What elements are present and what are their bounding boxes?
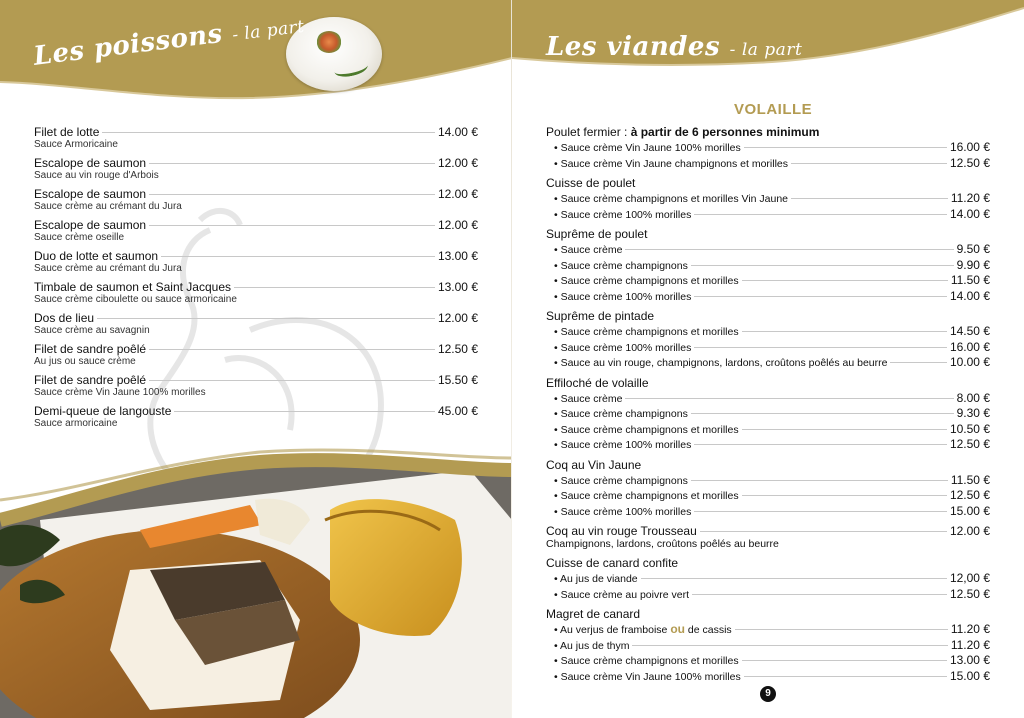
dish-option-price: 14.00 € <box>949 206 990 221</box>
dot-leader <box>742 495 947 496</box>
dot-leader <box>97 318 435 319</box>
dot-leader <box>102 132 435 133</box>
dot-leader <box>744 676 947 677</box>
dish-option <box>546 422 990 438</box>
dot-leader <box>149 163 435 164</box>
fish-item-price: 12.50 € <box>437 342 478 356</box>
fish-item-price: 12.00 € <box>437 156 478 170</box>
dish-option-label: • Sauce crème champignons <box>554 259 688 272</box>
dish-option-price: 11.20 € <box>950 191 990 205</box>
dot-leader <box>694 444 947 445</box>
fish-item <box>34 125 478 156</box>
dish-option-label-end: de cassis <box>685 624 732 636</box>
dish-group-header <box>546 176 990 191</box>
fish-item-row <box>34 404 478 418</box>
fish-item-row <box>34 342 478 356</box>
fish-title-text: Les poissons <box>32 18 225 72</box>
dot-leader <box>735 629 948 630</box>
fish-item <box>34 311 478 342</box>
dish-group-note: à partir de 6 personnes minimum <box>630 125 820 139</box>
dot-leader <box>149 349 435 350</box>
fish-item-description: Sauce crème au crémant du Jura <box>34 263 182 274</box>
dish-option-price: 11.50 € <box>950 472 990 487</box>
dish-option-price: 16.00 € <box>949 140 990 154</box>
dot-leader <box>234 287 435 288</box>
fish-item-description: Sauce au vin rouge d'Arbois <box>34 170 159 181</box>
dish-option <box>546 242 990 258</box>
dish-option-price: 12,00 € <box>949 571 990 585</box>
dish-option-label: • Sauce crème au poivre vert <box>554 588 689 601</box>
dish-option-price: 12.50 € <box>949 437 990 451</box>
fish-item-name: Filet de lotte <box>34 125 100 139</box>
dish-group-header <box>546 125 990 140</box>
fish-item <box>34 373 478 404</box>
dot-leader <box>694 347 947 348</box>
dish-group-header <box>546 376 990 391</box>
dish-option-label: • Sauce crème 100% morilles <box>554 341 692 354</box>
fish-item-price: 15.50 € <box>437 373 478 387</box>
dish-option <box>546 140 990 156</box>
fish-title-sub: - la part <box>231 16 306 46</box>
dish-option <box>546 406 990 422</box>
dish-group-title: Coq au Vin Jaune <box>546 457 642 472</box>
fish-item-row <box>34 311 478 325</box>
dish-group-title: Poulet fermier : <box>546 125 631 139</box>
dot-leader <box>691 480 948 481</box>
fish-item-name: Escalope de saumon <box>34 187 147 201</box>
dot-leader <box>694 214 947 215</box>
fish-item-description: Sauce Armoricaine <box>34 139 118 150</box>
dish-group <box>546 556 990 602</box>
dish-option-label: • Sauce crème champignons <box>554 408 688 420</box>
dish-group-header <box>546 458 990 473</box>
meat-menu-list <box>546 125 990 689</box>
dish-option-price: 8.00 € <box>956 390 990 405</box>
dish-option-price: 16.00 € <box>949 339 990 354</box>
dish-option-label: • Sauce crème 100% morilles <box>554 290 692 303</box>
dish-option <box>546 638 990 654</box>
fish-item-price: 13.00 € <box>437 249 478 263</box>
dish-option-label: • Sauce crème champignons et morilles <box>554 275 739 287</box>
dish-group-title: Effiloché de volaille <box>546 375 649 390</box>
dish-option-label-highlight: ou <box>670 622 685 636</box>
dish-group-header <box>546 607 990 622</box>
dish-option-price: 9.90 € <box>956 257 990 272</box>
dish-group-header <box>546 227 990 242</box>
dish-group-header <box>546 309 990 324</box>
category-title: VOLAILLE <box>734 101 813 118</box>
dish-option <box>546 324 990 340</box>
dish-option <box>546 191 990 207</box>
dish-option-price: 12.50 € <box>949 586 990 601</box>
dot-leader <box>742 429 947 430</box>
dish-option-label: • Sauce crème champignons et morilles <box>554 423 739 436</box>
dot-leader <box>694 511 947 512</box>
dish-group-title: Cuisse de canard confite <box>546 556 679 570</box>
dish-option-price: 12.50 € <box>949 155 990 170</box>
dish-option <box>546 473 990 489</box>
dish-option-label: • Sauce crème champignons et morilles Vin Jaune <box>554 193 789 205</box>
fish-item-row <box>34 249 478 263</box>
fish-item <box>34 342 478 373</box>
dish-group-title: Suprême de poulet <box>546 227 648 241</box>
dish-group <box>546 458 990 520</box>
dish-option-price: 13.00 € <box>949 653 990 667</box>
fish-item <box>34 156 478 187</box>
fish-item-row <box>34 218 478 232</box>
dot-leader <box>791 163 947 164</box>
dot-leader <box>700 531 947 532</box>
dish-option-label: • Au jus de viande <box>554 573 638 585</box>
fish-item-name: Filet de sandre poêlé <box>34 373 147 387</box>
dish-option <box>546 156 990 172</box>
dish-option-label: • Sauce crème Vin Jaune 100% morilles <box>554 142 741 154</box>
dish-group-title: Cuisse de poulet <box>546 176 636 190</box>
dot-leader <box>641 578 947 579</box>
page-number: 9 <box>760 686 776 702</box>
dot-leader <box>625 398 953 399</box>
fish-item-price: 12.00 € <box>437 187 478 201</box>
fish-item-name: Filet de sandre poêlé <box>34 342 147 356</box>
fish-item-price: 14.00 € <box>437 125 478 139</box>
dish-option-label: • Sauce crème champignons et morilles <box>554 326 739 338</box>
fish-item-description: Sauce crème au crémant du Jura <box>34 201 182 212</box>
dish-group-header <box>546 556 990 571</box>
garnish <box>316 31 342 53</box>
fish-item-row <box>34 187 478 201</box>
dot-leader <box>742 280 948 281</box>
dish-option <box>546 504 990 520</box>
dish-group <box>546 125 990 171</box>
dish-option <box>546 391 990 407</box>
dish-option <box>546 273 990 289</box>
dish-option-label: • Sauce crème 100% morilles <box>554 208 692 221</box>
dish-option-price: 14.50 € <box>949 324 990 338</box>
meat-title-sub: - la part <box>729 40 803 60</box>
dish-option-label: • Sauce crème champignons et morilles <box>554 655 739 667</box>
dish-option-label: • Sauce crème 100% morilles <box>554 439 692 451</box>
dish-option <box>546 340 990 356</box>
fish-item-name: Escalope de saumon <box>34 218 147 232</box>
fish-item-name: Timbale de saumon et Saint Jacques <box>34 280 231 294</box>
dish-option-price: 11.50 € <box>950 273 990 287</box>
dish-group <box>546 227 990 304</box>
fish-menu-list <box>34 125 478 435</box>
dish-group <box>546 376 990 453</box>
dot-leader <box>691 265 954 266</box>
fish-item-description: Au jus ou sauce crème <box>34 356 136 367</box>
fish-item-description: Sauce crème ciboulette ou sauce armoricaine <box>34 294 237 305</box>
dot-leader <box>149 225 435 226</box>
dish-group <box>546 524 990 551</box>
dish-group-header <box>546 524 990 538</box>
fish-item-description: Sauce crème au savagnin <box>34 325 150 336</box>
fish-item-name: Demi-queue de langouste <box>34 404 172 418</box>
fish-item-name: Duo de lotte et saumon <box>34 249 159 263</box>
dish-group <box>546 607 990 684</box>
fish-item-row <box>34 125 478 139</box>
dish-option-label: • Sauce crème <box>554 244 623 256</box>
dish-option-price: 9.50 € <box>956 242 990 256</box>
fish-item-name: Escalope de saumon <box>34 156 147 170</box>
dish-option-price: 10.00 € <box>949 355 990 369</box>
dish-option <box>546 488 990 504</box>
dish-group-description: Champignons, lardons, croûtons poêlés au beurre <box>546 538 779 550</box>
dish-group-price: 12.00 € <box>949 524 990 538</box>
dot-leader <box>632 645 947 646</box>
fish-item-price: 12.00 € <box>437 311 478 325</box>
dish-option-price: 11.20 € <box>950 637 990 652</box>
dish-option-price: 10.50 € <box>949 421 990 436</box>
dish-option-label: • Sauce au vin rouge, champignons, lardons, croûtons poêlés au beurre <box>554 357 888 369</box>
sauce-swoosh <box>333 58 369 80</box>
dish-option <box>546 437 990 453</box>
dish-option <box>546 571 990 587</box>
dot-leader <box>161 256 435 257</box>
dot-leader <box>149 194 435 195</box>
fish-item <box>34 187 478 218</box>
meat-section-title <box>546 32 802 62</box>
dish-option-price: 12.50 € <box>949 488 990 502</box>
dish-option-label: • Sauce crème <box>554 392 623 405</box>
dish-option-price: 14.00 € <box>949 288 990 303</box>
dish-option-label: • Sauce crème 100% morilles <box>554 505 692 518</box>
fish-item-row <box>34 156 478 170</box>
fish-item-description: Sauce crème Vin Jaune 100% morilles <box>34 387 206 398</box>
dish-group-title: Magret de canard <box>546 607 641 621</box>
fish-item <box>34 280 478 311</box>
dish-option-label: • Sauce crème champignons <box>554 474 688 487</box>
dot-leader <box>625 249 953 250</box>
fish-item-row <box>34 280 478 294</box>
dish-option-label: • Sauce crème champignons et morilles <box>554 490 739 502</box>
fish-item-price: 45.00 € <box>437 404 478 418</box>
dish-option <box>546 207 990 223</box>
dish-option-price: 15.00 € <box>949 668 990 683</box>
dot-leader <box>694 296 947 297</box>
dish-option-price: 15.00 € <box>949 503 990 518</box>
dish-group <box>546 309 990 371</box>
dish-group-title: Suprême de pintade <box>546 309 655 323</box>
dish-option <box>546 289 990 305</box>
dish-option <box>546 258 990 274</box>
dish-option <box>546 653 990 669</box>
dot-leader <box>890 362 946 363</box>
fish-item <box>34 218 478 249</box>
dot-leader <box>174 411 435 412</box>
fish-item <box>34 404 478 435</box>
dot-leader <box>742 660 947 661</box>
fish-item-price: 12.00 € <box>437 218 478 232</box>
fish-item <box>34 249 478 280</box>
dish-photo <box>0 450 512 718</box>
dish-option <box>546 622 990 638</box>
fish-item-name: Dos de lieu <box>34 311 95 325</box>
dish-option-label: • Sauce crème Vin Jaune 100% morilles <box>554 670 741 683</box>
dish-option-price: 11.20 € <box>950 622 990 636</box>
dish-option-price: 9.30 € <box>956 406 990 420</box>
dot-leader <box>692 594 947 595</box>
fish-item-description: Sauce armoricaine <box>34 418 118 429</box>
meat-title-text: Les viandes <box>546 32 721 62</box>
dot-leader <box>742 331 947 332</box>
dish-option-label <box>554 622 732 638</box>
dish-option-label-start: • Au verjus de framboise <box>554 624 671 636</box>
fish-item-row <box>34 373 478 387</box>
dot-leader <box>691 413 954 414</box>
dish-option-label: • Au jus de thym <box>554 639 630 652</box>
dot-leader <box>149 380 435 381</box>
fish-item-description: Sauce crème oseille <box>34 232 125 243</box>
dish-option <box>546 587 990 603</box>
dish-option <box>546 669 990 685</box>
fish-item-price: 13.00 € <box>437 280 478 294</box>
dish-option <box>546 355 990 371</box>
dot-leader <box>744 147 947 148</box>
dish-option-label: • Sauce crème Vin Jaune champignons et morilles <box>554 157 789 170</box>
dish-group <box>546 176 990 222</box>
dot-leader <box>791 198 948 199</box>
dish-group-title: Coq au vin rouge Trousseau <box>546 524 697 538</box>
